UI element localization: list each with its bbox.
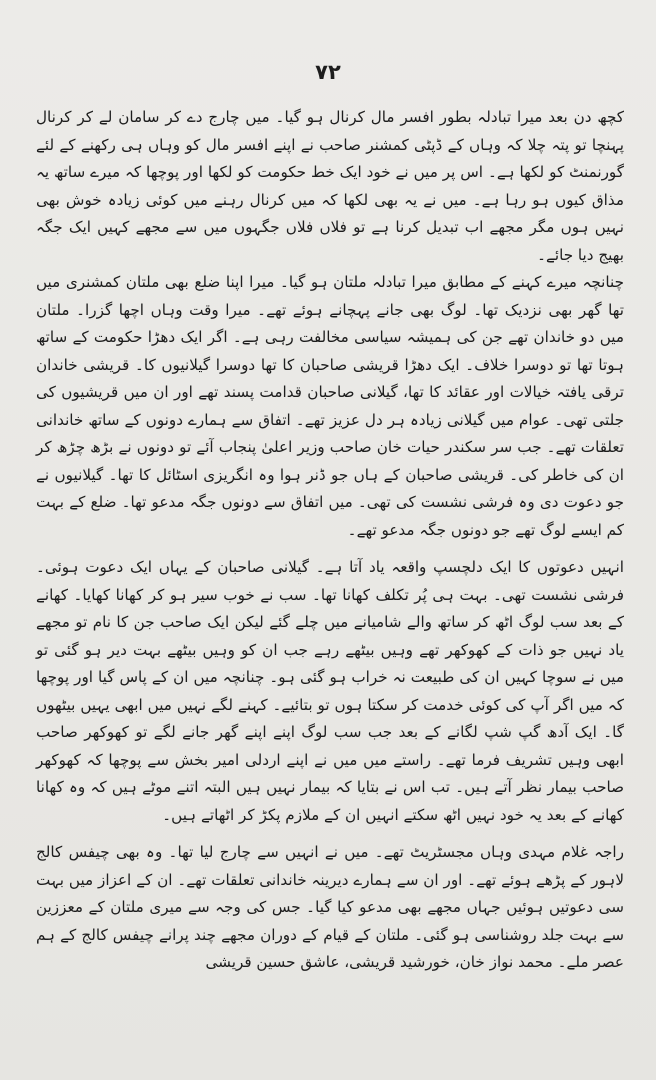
urdu-text-body bbox=[36, 104, 624, 977]
paragraph-dinner-anecdote: انہیں دعوتوں کا ایک دلچسپ واقعہ یاد آتا ہے۔ گیلانی صاحبان کے یہاں ایک دعوت ہوئی۔ فرشی نشست تھی۔ بہت ہی پُر تکلف کھانا تھا۔ سب نے خوب سیر ہو کر کھانا کھایا۔ کھانے کے بعد سب لوگ اٹھ کر ساتھ والے شامیانے میں چلے گئے لیکن ایک صاحب جن کا نام تو مجھے یاد نہیں جو ذات کے کھوکھر تھے وہیں بیٹھے رہے جب ان کو وہیں بیٹھے بہت دیر ہو گئی تو میں نے سوچا کہیں ان کی طبیعت نہ خراب ہو گئی ہو۔ چنانچہ میں ان کے پاس گیا اور پوچھا کہ میں اگر آپ کی کوئی خدمت کر سکتا ہوں تو بتائیے۔ کہنے لگے نہیں میں ابھی یہیں بیٹھوں گا۔ ایک آدھ گپ شپ لگانے کے بعد جب سب لوگ اپنے اپنے گھر جانے لگے تو کھوکھر صاحب ابھی وہیں تشریف فرما تھے۔ راستے میں میں نے اپنے اردلی امیر بخش سے پوچھا کہ کھوکھر صاحب بیمار نظر آتے ہیں۔ تب اس نے بتایا کہ بیمار نہیں ہیں البتہ اتنے موٹے ہیں کہ وہ کھانا کھانے کے بعد یہ خود نہیں اٹھ سکتے انہیں ان کے ملازم پکڑ کر اٹھاتے ہیں۔ bbox=[36, 558, 624, 824]
paragraph-transfer-multan: چنانچہ میرے کہنے کے مطابق میرا تبادلہ ملتان ہو گیا۔ میرا اپنا ضلع بھی ملتان کمشنری میں تھا گھر بھی نزدیک تھا۔ لوگ بھی جانے پہچانے ہوئے تھے۔ میرا وقت وہاں اچھا گزرا۔ ملتان میں دو خاندان تھے جن کی ہمیشہ سیاسی مخالفت رہی ہے۔ اگر ایک دھڑا حکومت کے ساتھ ہوتا تھا تو دوسرا خلاف۔ ایک دھڑا قریشی صاحبان کا تھا دوسرا گیلانیوں کا۔ قریشی خاندان ترقی یافتہ خیالات اور عقائد کا تھا، گیلانی صاحبان قدامت پسند تھے اور ان میں قریشیوں کی جلتی تھی۔ عوام میں گیلانی زیادہ ہر دل عزیز تھے۔ اتفاق سے ہمارے دونوں کے ساتھ خاندانی تعلقات تھے۔ جب سر سکندر حیات خان صاحب وزیر اعلیٰ پنجاب آئے تو دونوں نے بڑھ چڑھ کر ان کی خاطر کی۔ قریشی صاحبان کے ہاں جو ڈنر ہوا وہ انگریزی اسٹائل کا تھا۔ گیلانیوں نے جو دعوت دی وہ فرشی نشست کی تھی۔ میں اتفاق سے دونوں جگہ مدعو تھا۔ ضلع کے بہت کم ایسے لوگ تھے جو دونوں جگہ مدعو تھے۔ bbox=[36, 273, 624, 539]
paragraph-raja-ghulam-mehdi: راجہ غلام مہدی وہاں مجسٹریٹ تھے۔ میں نے انہیں سے چارج لیا تھا۔ وہ بھی چیفس کالج لاہور کے پڑھے ہوئے تھے۔ اور ان سے ہمارے دیرینہ خاندانی تعلقات تھے۔ ان کے اعزاز میں بہت سی دعوتیں ہوئیں جہاں مجھے بھی مدعو کیا گیا۔ جس کی وجہ سے میری ملتان کے معززین سے بہت جلد روشناسی ہو گئی۔ ملتان کے قیام کے دوران مجھے چند پرانے چیفس کالج کے ہم عصر ملے۔ محمد نواز خان، خورشید قریشی، عاشق حسین قریشی bbox=[36, 843, 624, 971]
paragraph-transfer-karnal: کچھ دن بعد میرا تبادلہ بطور افسر مال کرنال ہو گیا۔ میں چارج دے کر سامان لے کر کرنال پہنچا تو پتہ چلا کہ وہاں کے ڈپٹی کمشنر صاحب نے اپنے افسر مال کو وہاں ہی رکھنے کے لئے گورنمنٹ کو لکھا ہے۔ اس پر میں نے خود ایک خط حکومت کو لکھا اور پوچھا کہ میرے ساتھ یہ مذاق کیوں ہو رہا ہے۔ میں نے یہ بھی لکھا کہ میں کرنال رہنے میں کوئی زیادہ خوش بھی نہیں ہوں مگر مجھے اب تبدیل کرنا ہے تو فلاں فلاں جگہوں میں سے مجھے کہیں ایک جگہ بھیج دیا جائے۔ bbox=[36, 108, 624, 264]
page-number: ۷۲ bbox=[315, 60, 341, 84]
